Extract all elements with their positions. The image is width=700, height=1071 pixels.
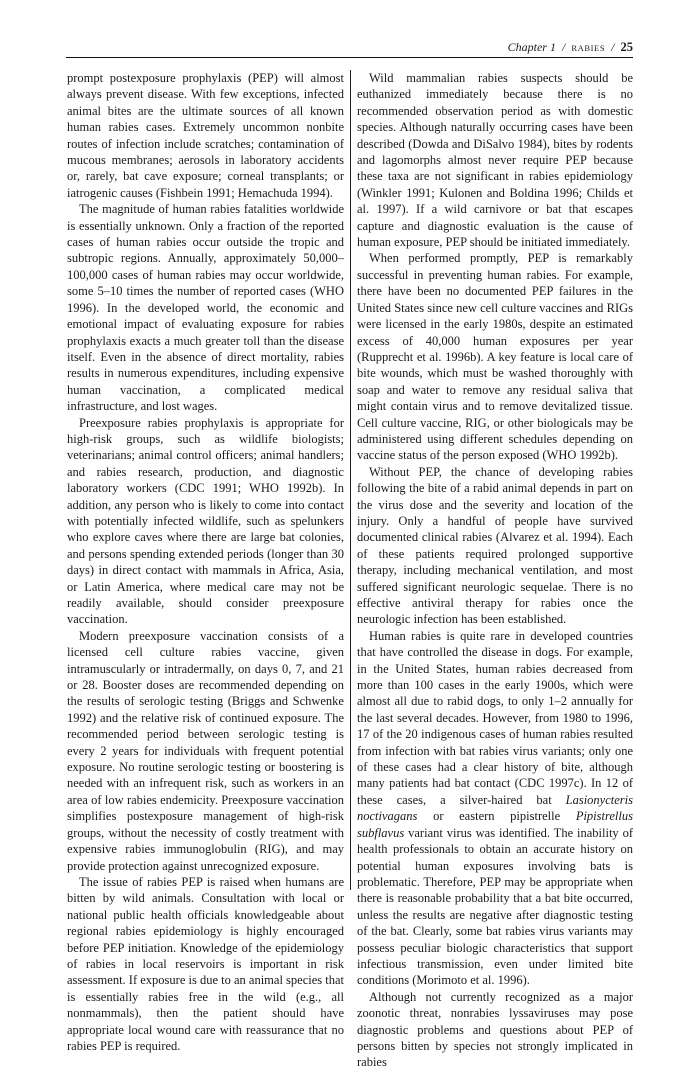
paragraph: The issue of rabies PEP is raised when humans are bitten by wild animals. Consultation with local or national public health officials knowledgeable about regional rabies epidemiology is highly encouraged before PEP initiation. Knowledge of the epidemiology of rabies in local reservoirs is important in risk assessment. If exposure is due to an animal species that is essentially rabies free in the wild (e.g., all nonmammals), then the patient should have appropriate local wound care with reassurance that no rabies PEP is required. bbox=[67, 874, 345, 1053]
paragraph-text: variant virus was identified. The inability of health professionals to obtain an accurate history on potential human exposures involving bats is problematic. Therefore, PEP may be appropriate when there is reasonable probability that a bat bite occurred, unless the results are negative after diagnostic testing of the bat. Clearly, some bat rabies virus variants may possess peculiar biologic characteristics that support infectious transmission, even under limited bite conditions (Morimoto et al. 1996). bbox=[357, 825, 633, 988]
header-rule bbox=[66, 57, 633, 58]
header-separator-2: / bbox=[611, 40, 615, 54]
paragraph: When performed promptly, PEP is remarkably successful in preventing human rabies. For example, there have been no documented PEP failures in the United States since new cell culture vaccines and RIGs were licensed in the early 1980s, despite an estimated excess of 40,000 human exposures per year (Rupprecht et al. 1996b). A key feature is local care of bite wounds, which must be washed thoroughly with soap and water to remove any residual saliva that might contain virus and to remove devitalized tissue. Cell culture vaccine, RIG, or other biologicals may be administered using different schedules depending on vaccine status of the person exposed (WHO 1992b). bbox=[357, 251, 633, 463]
paragraph: The magnitude of human rabies fatalities worldwide is essentially unknown. Only a fraction of the reported cases of human rabies occur outside the tropic and subtropic regions. Annually, approximately 50,000–100,000 cases of human rabies may occur worldwide, some 5–10 times the number of reported cases (WHO 1996). In the developed world, the economic and emotional impact of evaluating exposure for rabies prophylaxis exacts a much greater toll than the disease itself. Even in the absence of direct mortality, rabies results in numerous expenditures, including expensive human vaccination, a complicated medical infrastructure, and lost wages. bbox=[67, 202, 344, 414]
species-name: Pipistrellus subflavus bbox=[357, 809, 633, 840]
page-number: 25 bbox=[620, 40, 633, 54]
right-column bbox=[357, 70, 633, 1071]
paragraph bbox=[357, 628, 633, 989]
chapter-label: Chapter 1 bbox=[507, 40, 556, 54]
paragraph-text: or eastern pipistrelle bbox=[417, 809, 576, 824]
running-header bbox=[66, 40, 633, 56]
paragraph-text: Human rabies is quite rare in developed countries that have controlled the disease in dogs. For example, in the United States, human rabies decreased from more than 100 cases in the early 1900s, which were almost all due to rabid dogs, to only 1–2 annually for the last several decades. However, from 1980 to 1996, 17 of the 20 indigenous cases of human rabies resulted from infection with bat rabies virus variants; only one of these cases had a clear history of bite, although many patients had bat contact (CDC 1997c). In 12 of these cases, a silver-haired bat bbox=[357, 628, 633, 807]
paragraph: prompt postexposure prophylaxis (PEP) will almost always prevent disease. With few exceptions, infected animal bites are the ultimate sources of all known human rabies cases. Extremely uncommon nonbite routes of infection include scratches; contamination of mucous membranes; aerosols in laboratory accidents or, rarely, bat cave exposure; corneal transplants; or iatrogenic causes (Fishbein 1991; Hemachuda 1994). bbox=[67, 71, 344, 200]
running-title: RABIES bbox=[571, 43, 606, 53]
paragraph: Wild mammalian rabies suspects should be euthanized immediately because there is no recommended observation period as with domestic species. Although naturally occurring cases have been described (Dowda and DiSalvo 1984), bites by rodents and lagomorphs almost never require PEP because these taxa are not significant in rabies epidemiology (Winkler 1991; Kulonen and Boldina 1996; Childs et al. 1997). If a wild carnivore or bat that escapes capture and diagnostic evaluation is the cause of human exposure, PEP should be initiated immediately. bbox=[357, 71, 633, 250]
paragraph: Without PEP, the chance of developing rabies following the bite of a rabid animal depends in part on the virus dose and the severity and location of the injury. Only a handful of people have survived documented clinical rabies (Alvarez et al. 1994). Each of these patients required prolonged supportive therapy, including mechanical ventilation, and most suffered significant neurologic sequelae. There is no effective antiviral therapy for rabies once the neurologic infection has been established. bbox=[357, 464, 633, 627]
left-column bbox=[67, 70, 344, 1054]
paragraph: Although not currently recognized as a major zoonotic threat, nonrabies lyssaviruses may pose diagnostic problems and questions about PEP of persons bitten by species not strongly implicated in rabies bbox=[357, 989, 633, 1070]
column-divider bbox=[350, 70, 351, 890]
header-separator: / bbox=[561, 40, 566, 54]
species-name: Lasionycteris noctivagans bbox=[357, 792, 633, 824]
paragraph: Preexposure rabies prophylaxis is appropriate for high-risk groups, such as wildlife biologists; veterinarians; animal control officers; animal handlers; and rabies research, production, and diagnostic laboratory workers (CDC 1991; WHO 1992b). In addition, any person who is likely to come into contact with potentially infected wildlife, such as spelunkers who explore caves where there are large bat colonies, and persons spending extended periods (longer than 30 days) in direct contact with mammals in Africa, Asia, or Latin America, where medical care may not be readily available, should consider preexposure vaccination. bbox=[67, 415, 344, 627]
paragraph: Modern preexposure vaccination consists of a licensed cell culture rabies vaccine, given intramuscularly or intradermally, on days 0, 7, and 21 or 28. Booster doses are recommended depending on the results of serologic testing (Briggs and Schwenke 1992) and the relative risk of continued exposure. The recommended period between serologic testing is every 2 years for individuals with frequent potential exposure. No routine serologic testing or boostering is needed with an infrequent risk, such as workers in an area of low rabies endemicity. Preexposure vaccination simplifies postexposure management of high-risk groups, without the necessity of costly treatment with expensive rabies immunoglobulin (RIG), and may provide protection against unrecognized exposure. bbox=[67, 628, 344, 873]
